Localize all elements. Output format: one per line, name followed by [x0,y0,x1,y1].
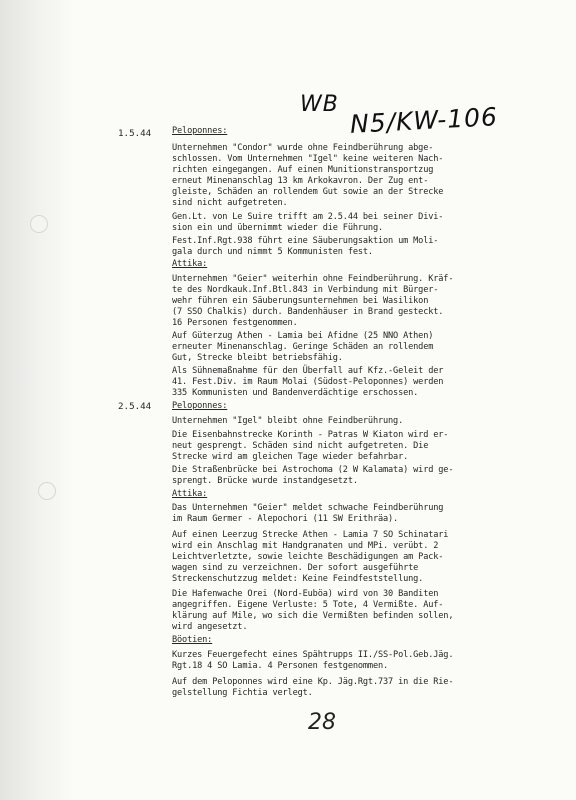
text-line: neut gesprengt. Schäden sind nicht aufgetreten. Die [172,441,429,451]
handwritten-annotation-wb: WB [300,92,339,117]
text-line: (7 SSO Chalkis) durch. Bandenhäuser in Brand gesteckt. [172,307,444,317]
text-line: erneut Minenanschlag 13 km Arkokavron. Der Zug ent- [172,176,429,186]
text-line: Auf dem Peloponnes wird eine Kp. Jäg.Rgt.737 in die Rie- [172,677,454,687]
entry-date: 1.5.44 [118,128,152,139]
text-line: Als Sühnemaßnahme für den Überfall auf Kfz.-Geleit der [172,366,444,376]
section-heading: Peloponnes: [172,126,228,136]
text-line: gelstellung Fichtia verlegt. [172,688,313,698]
text-line: Unternehmen "Igel" bleibt ohne Feindberührung. [172,416,404,426]
text-line: Fest.Inf.Rgt.938 führt eine Säuberungsaktion um Moli- [172,236,439,246]
text-line: wird angesetzt. [172,622,248,632]
section-heading: Peloponnes: [172,401,228,411]
text-line: te des Nordkauk.Inf.Btl.843 in Verbindung mit Bürger- [172,285,439,295]
text-line: Streckenschutzzug meldet: Keine Feindfeststellung. [172,574,424,584]
text-line: 335 Kommunisten und Bandenverdächtige erschossen. [172,388,419,398]
text-line: gleiste, Schäden an rollendem Gut sowie an der Strecke [172,187,444,197]
text-line: Die Straßenbrücke bei Astrochoma (2 W Kalamata) wird ge- [172,465,454,475]
text-line: sion ein und übernimmt wieder die Führung. [172,223,384,233]
text-line: schlossen. Vom Unternehmen "Igel" keine weiteren Nach- [172,154,444,164]
section-heading: Attika: [172,489,208,499]
text-line: Auf einen Leerzug Strecke Athen - Lamia 7 SO Schinatari [172,530,449,540]
section-heading: Böotien: [172,635,213,645]
text-line: Strecke wird am gleichen Tage wieder befahrbar. [172,452,409,462]
punch-hole-top [30,215,48,233]
text-line: klärung auf Mile, wo sich die Vermißten befinden sollen, [172,611,454,621]
text-line: im Raum Germer - Alepochori (11 SW Erithräa). [172,514,399,524]
text-line: Unternehmen "Condor" wurde ohne Feindberührung abge- [172,143,434,153]
text-line: Kurzes Feuergefecht eines Spähtrupps II./SS-Pol.Geb.Jäg. [172,650,454,660]
section-heading: Attika: [172,259,208,269]
text-line: Die Eisenbahnstrecke Korinth - Patras W Kiaton wird er- [172,430,449,440]
text-line: Auf Güterzug Athen - Lamia bei Afidne (25 NNO Athen) [172,331,434,341]
text-line: Unternehmen "Geier" weiterhin ohne Feindberührung. Kräf- [172,274,454,284]
text-line: Das Unternehmen "Geier" meldet schwache Feindberührung [172,503,444,513]
text-line: wagen sind zu verzeichnen. Der sofort ausgeführte [172,563,419,573]
text-line: wehr führen ein Säuberungsunternehmen bei Wasilikon [172,296,429,306]
text-line: sind nicht aufgetreten. [172,198,288,208]
text-line: richten eingegangen. Auf einen Munitionstransportzug [172,165,434,175]
text-line: Gen.Lt. von Le Suire trifft am 2.5.44 bei seiner Divi- [172,212,444,222]
handwritten-archive-code: N5/KW-106 [349,102,499,139]
entry-date: 2.5.44 [118,401,152,412]
text-line: 41. Fest.Div. im Raum Molai (Südost-Peloponnes) werden [172,377,444,387]
text-line: gala durch und nimmt 5 Kommunisten fest. [172,247,373,257]
text-line: wird ein Anschlag mit Handgranaten und MPi. verübt. 2 [172,541,439,551]
text-line: sprengt. Brücke wurde instandgesetzt. [172,476,358,486]
text-line: erneuter Minenanschlag. Geringe Schäden an rollendem [172,342,434,352]
page-number: 28 [308,710,336,735]
text-line: 16 Personen festgenommen. [172,318,298,328]
text-line: angegriffen. Eigene Verluste: 5 Tote, 4 Vermißte. Auf- [172,600,444,610]
text-line: Gut, Strecke bleibt betriebsfähig. [172,353,343,363]
text-line: Leichtverletzte, sowie leichte Beschädigungen am Pack- [172,552,444,562]
text-line: Die Hafenwache Orei (Nord-Euböa) wird von 30 Banditen [172,589,439,599]
punch-hole-bottom [38,482,56,500]
text-line: Rgt.18 4 SO Lamia. 4 Personen festgenommen. [172,661,389,671]
